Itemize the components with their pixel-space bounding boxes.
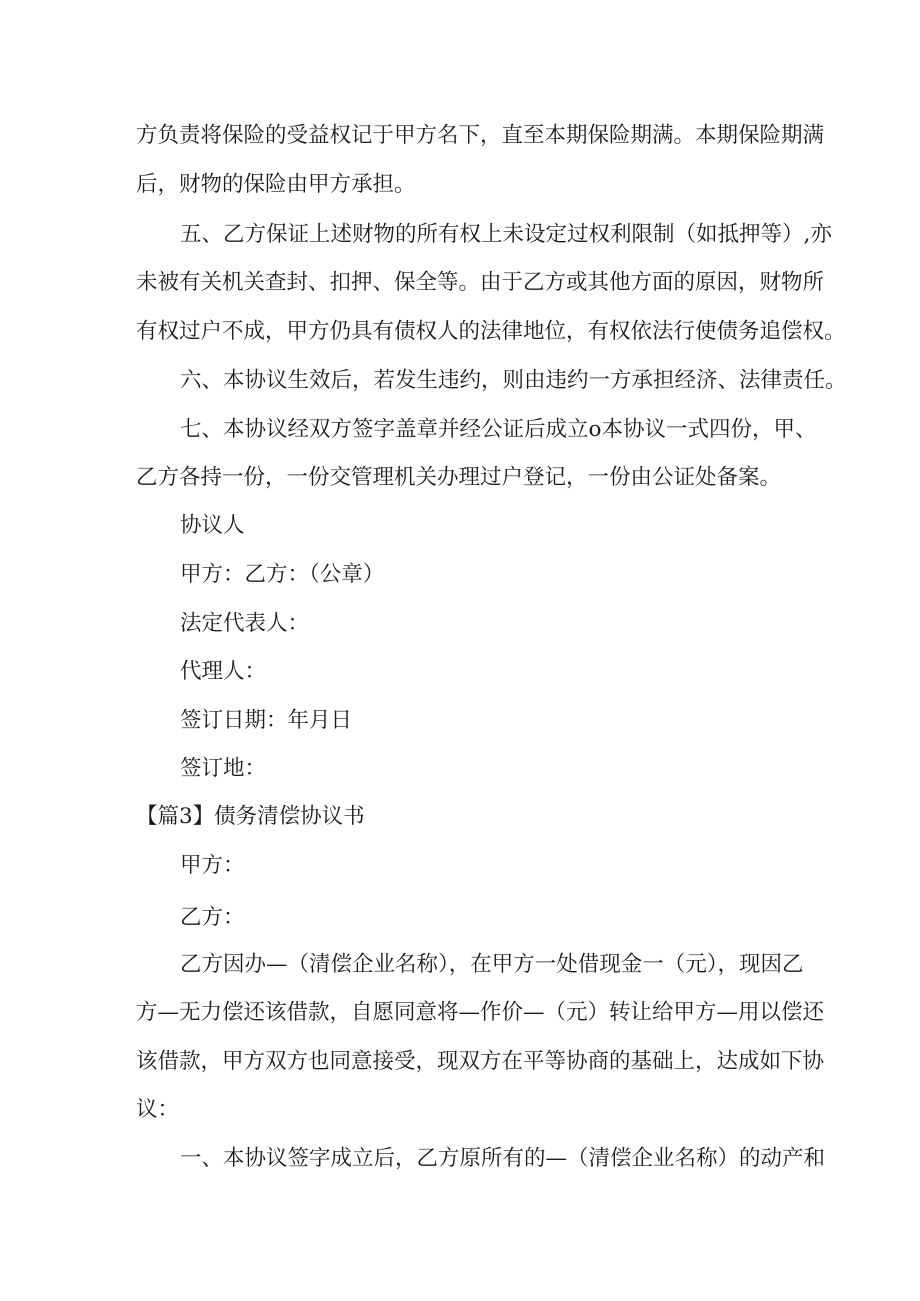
paragraph-line: 后，财物的保险由甲方承担。	[136, 172, 416, 197]
legal-representative: 法定代表人：	[180, 611, 310, 636]
preamble-line: 议：	[136, 1097, 180, 1122]
preamble-line: 该借款，甲方双方也同意接受，现双方在平等协商的基础上，达成如下协	[136, 1049, 825, 1074]
section-title: 【篇3】债务清偿协议书	[136, 804, 365, 829]
party-a-b-seal: 甲方：乙方：（公章）	[180, 562, 385, 587]
agent: 代理人：	[180, 659, 267, 684]
signing-place: 签订地：	[180, 756, 267, 781]
signing-date: 签订日期：年月日	[180, 708, 353, 733]
party-b-label: 乙方：	[180, 905, 245, 930]
clause-7-line: 乙方各持一份，一份交管理机关办理过户登记，一份由公证处备案。	[136, 465, 782, 490]
signatories-heading: 协议人	[180, 513, 245, 538]
clause-5-line: 五、乙方保证上述财物的所有权上未设定过权利限制（如抵押等）,亦	[180, 222, 832, 247]
clause-6-line: 六、本协议生效后，若发生违约，则由违约一方承担经济、法律责任。	[180, 368, 847, 393]
clause-5-line: 有权过户不成，甲方仍具有债权人的法律地位，有权依法行使债务追偿权。	[136, 319, 846, 344]
paragraph-line: 方负责将保险的受益权记于甲方名下，直至本期保险期满。本期保险期满	[136, 123, 825, 148]
clause-7-line: 七、本协议经双方签字盖章并经公证后成立ο本协议一式四份，甲、	[180, 417, 817, 442]
party-a-label: 甲方：	[180, 853, 245, 878]
preamble-line: 乙方因办—（清偿企业名称），在甲方一处借现金一（元），现因乙	[180, 952, 804, 977]
preamble-line: 方—无力偿还该借款，自愿同意将—作价—（元）转让给甲方—用以偿还	[136, 1000, 825, 1025]
clause-5-line: 未被有关机关查封、扣押、保全等。由于乙方或其他方面的原因，财物所	[136, 270, 825, 295]
clause-1-line: 一、本协议签字成立后，乙方原所有的—（清偿企业名称）的动产和	[180, 1146, 826, 1171]
